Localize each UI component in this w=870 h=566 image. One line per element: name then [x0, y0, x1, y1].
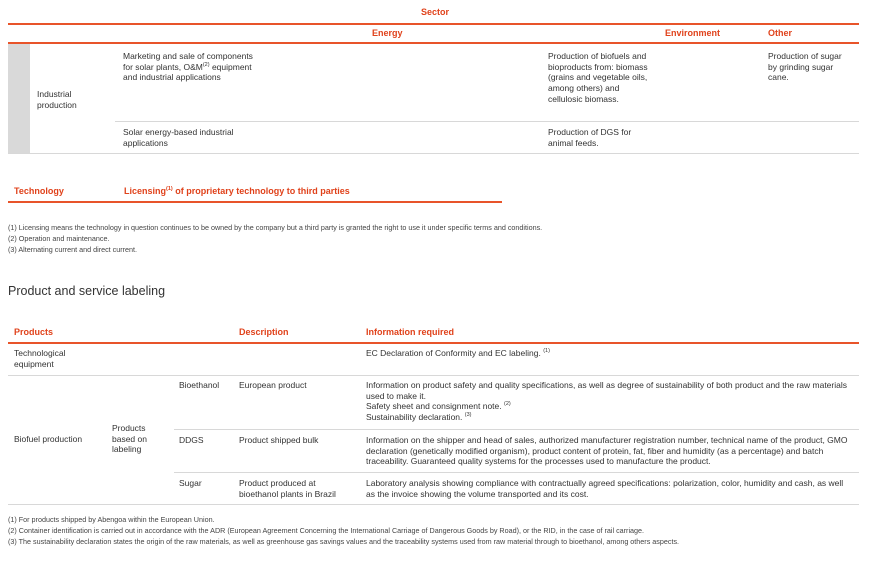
licensing-rest: of proprietary technology to third parties [172, 186, 350, 196]
row-ddgs-info: Information on the shipper and head of sales, authorized manufacturer registration number, technical name of the product, GMO declaration (genetically modified organism), product content of protein, fat, fiber and humidity (as a percentage) and batch traceability. Guaranteed quality systems for the processes used to manufacture the product. [366, 435, 848, 467]
row-sugar-product: Sugar [179, 478, 202, 488]
licensing-label [124, 186, 350, 197]
row-bioethanol-product: Bioethanol [179, 380, 220, 390]
sector-row-divider [115, 121, 859, 122]
labeling-row-divider-2 [174, 429, 859, 430]
products-based-label: Products based on labeling [112, 423, 147, 455]
labeling-row-divider-3 [174, 472, 859, 473]
info-line3-text: Sustainability declaration. [366, 411, 463, 422]
sector-top-rule [8, 23, 859, 25]
hdr-description: Description [239, 327, 289, 337]
sector-heading: Sector [421, 7, 450, 17]
footnote-ref: (2) [504, 401, 511, 408]
row-ddgs-desc: Product shipped bulk [239, 435, 319, 445]
cell-energy-2: Solar energy-based industrial applications [123, 127, 234, 148]
cell-energy-1 [123, 51, 263, 83]
section-title: Product and service labeling [8, 284, 166, 298]
labeling-bottom-rule [8, 504, 859, 505]
cell-energy-1-a: Marketing and sale of components for solar plants, O&M [123, 51, 253, 72]
row-bioethanol-info-main: Information on product safety and quality specifications, as well as degree of sustainability of both product and the raw materials used to make it. [366, 380, 847, 401]
technology-label: Technology [14, 186, 64, 196]
footnote-ref: (3) [464, 412, 472, 419]
row-bioethanol-info-line3 [366, 412, 850, 423]
row-ddgs-product: DDGS [179, 435, 204, 445]
biofuel-label: Biofuel production [14, 434, 83, 444]
note1-3: (3) Alternating current and direct current. [8, 245, 138, 254]
row-sidebar [8, 44, 30, 153]
cell-other-1: Production of sugar by grinding sugar cane. [768, 51, 842, 83]
tech-info [366, 348, 550, 359]
hdr-products: Products [14, 327, 54, 337]
tech-info-text: EC Declaration of Conformity and EC labeling. [366, 348, 541, 358]
hdr-info: Information required [366, 327, 455, 337]
row-label-industrial: Industrial production [37, 89, 77, 110]
col-energy: Energy [372, 28, 403, 38]
cell-energy-1-right: Production of biofuels and bioproducts from: biomass (grains and vegetable oils, among others) and cellulosic biomass. [548, 51, 648, 104]
col-environment: Environment [665, 28, 721, 38]
note1-2: (2) Operation and maintenance. [8, 234, 110, 243]
row-bioethanol-info-line2 [366, 401, 850, 412]
note2-2: (2) Container identification is carried out in accordance with the ADR (European Agreement Concerning the International Carriage of Dangerous Goods by Road), or the RID, in the case of rail carriage. [8, 526, 645, 535]
note2-3: (3) The sustainability declaration states the origin of the raw materials, as well as greenhouse gas savings values and the traceability systems used from raw material through to bioethanol, among others aspects. [8, 537, 680, 546]
sector-bottom-rule [8, 153, 859, 154]
technology-rule [8, 201, 502, 203]
licensing-word: Licensing [124, 186, 167, 196]
footnote-ref: (2) [202, 61, 210, 68]
tech-equipment: Technological equipment [14, 348, 66, 369]
info-line2-text: Safety sheet and consignment note. [366, 401, 502, 412]
footnote-ref: (1) [543, 348, 550, 355]
cell-energy-2-right: Production of DGS for animal feeds. [548, 127, 632, 148]
cell-energy-1-b: equipment and industrial applications [123, 61, 252, 83]
sector-header-rule [8, 42, 859, 44]
note2-1: (1) For products shipped by Abengoa within the European Union. [8, 515, 215, 524]
col-other: Other [768, 28, 793, 38]
labeling-row-divider-1 [8, 375, 859, 376]
row-sugar-desc: Product produced at bioethanol plants in Brazil [239, 478, 336, 499]
row-bioethanol-desc: European product [239, 380, 307, 390]
note1-1: (1) Licensing means the technology in question continues to be owned by the company but a third party is granted the right to use it under specific terms and conditions. [8, 223, 543, 232]
labeling-header-rule [8, 342, 859, 344]
row-sugar-info: Laboratory analysis showing compliance with contractually agreed specifications: polarization, color, humidity and cash, as well as the invoice showing the volume transported and its cost. [366, 478, 844, 499]
footnote-ref: (1) [166, 186, 173, 192]
row-bioethanol-info [366, 380, 850, 423]
